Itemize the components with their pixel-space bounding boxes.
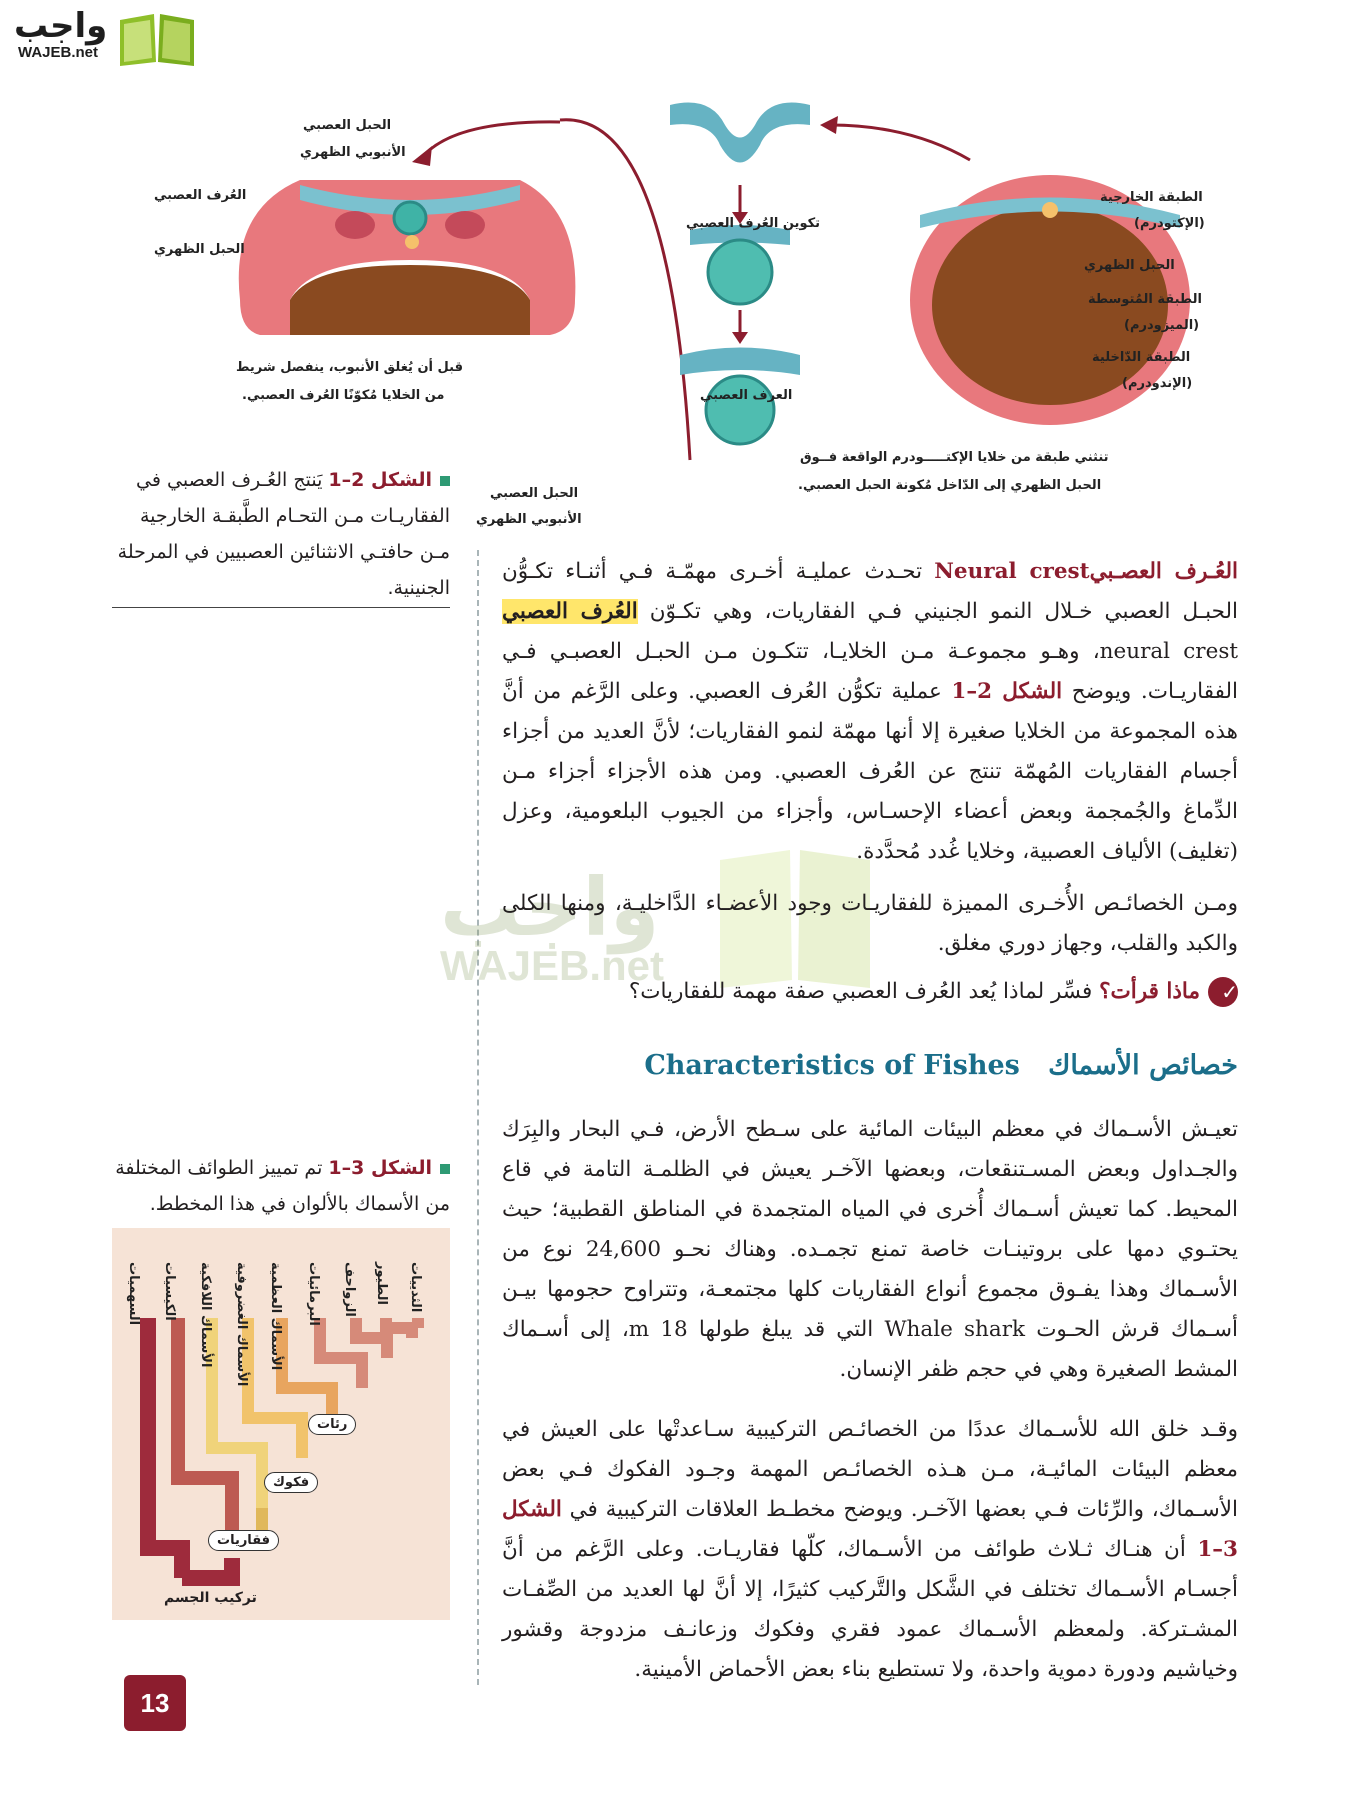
figure-3-1-caption — [112, 1150, 450, 1222]
fishes-paragraph-2 — [502, 1410, 1238, 1690]
column-divider — [477, 550, 479, 1685]
heading-ar: خصائص الأسماك — [1048, 1050, 1238, 1081]
figure-2-1-caption — [112, 462, 450, 606]
svg-text:WAJEB.net: WAJEB.net — [440, 942, 665, 989]
neural-crest-term-en: Neural crest — [934, 559, 1090, 584]
taxon-0: السهميات — [126, 1262, 141, 1326]
fig-ref-2-1[interactable]: الشكل 2–1 — [951, 679, 1063, 704]
label-dorsal-tube: الأنبوبي الظهري — [300, 145, 406, 160]
label-nerve-cord: الحبل العصبي — [303, 118, 392, 133]
neural-crest-text-b: neural crest، وهـو مجموعـة مـن الخلايـا، تتكـون مـن الحبـل العصبـي فـي الفقاريـات. ويوضح — [502, 639, 1238, 704]
label-nerve-cord-bottom: الحبل العصبي — [490, 486, 579, 501]
taxon-6: الزواحف — [342, 1262, 357, 1317]
caption-bullet-icon — [440, 476, 450, 486]
figure-2-1-caption-text: يَنتج العُـرف العصبي في الفقاريـات مـن التحـام الطَّبقـة الخارجية مـن حافتـي الانثنائين العصبيين في المرحلة الجنينية. — [117, 469, 450, 599]
label-neural-crest-left: العُرف العصبي — [154, 188, 247, 203]
node-jaws: فكوك — [264, 1472, 318, 1493]
label-forming-crest: تكوين العُرف العصبي — [686, 216, 821, 231]
node-vertebrates: فقاريات — [208, 1530, 279, 1551]
book-icon — [116, 10, 198, 68]
embryo-left-drawing — [239, 180, 576, 335]
label-mesoderm-term: (الميزودرم) — [1124, 318, 1200, 333]
cladogram — [112, 1228, 450, 1620]
taxon-3: الأسماك الغضروفية — [234, 1262, 249, 1387]
label-neural-crest-mid: العرف العصبي — [700, 388, 793, 403]
note-right-line-1: تنثني طبقة من خلايا الإكتـــــودرم الواقعة فــوق — [800, 450, 1109, 465]
other-characteristics-paragraph: ومـن الخصائـص الأُخـرى المميزة للفقاريـات وجود الأعضـاء الدَّاخليـة، ومنها الكلى والكبد والقلب، وجهاز دوري مغلق. — [502, 891, 1238, 956]
caption-bullet-icon — [440, 1164, 450, 1174]
figure-3-1-caption-text: تم تمييز الطوائف المختلفة من الأسماك بالألوان في هذا المخطط. — [115, 1157, 450, 1215]
note-left-line-1: قبل أن يُغلق الأنبوب، ينفصل شريط — [236, 360, 463, 375]
label-mesoderm: الطبقة المُتوسطة — [1088, 292, 1202, 307]
what-read-question: فسِّر لماذا يُعد العُرف العصبي صفة مهمة للفقاريات؟ — [628, 979, 1093, 1004]
note-right-line-2: الحبل الظهري إلى الدّاخل مُكونة الحبل العصبي. — [798, 478, 1102, 493]
what-did-you-read — [502, 972, 1238, 1012]
label-ectoderm-term: (الإكتودرم) — [1134, 216, 1205, 231]
figure-2-1-number: الشكل 2–1 — [328, 469, 432, 491]
caption-divider — [112, 607, 450, 608]
label-notochord-left: الحبل الظهري — [154, 242, 245, 257]
fishes-text-b: أن هنـاك ثـلاث طوائف من الأسـماك، كلّها فقاريـات. وعلى الرَّغم من أنَّ أجسـام الأسـماك تختلف في الشَّكل والتَّركيب كثيرًا، إلا أنَّ لها العديد من الصِّفـات المشـتركة. ولمعظم الأسـماك عمود فقري وفكوك وزعانـف مزدوجة وقشور وخياشيم ودورة دموية واحدة، ولا تستطيع بناء بعض الأحماض الأمينية. — [502, 1537, 1238, 1682]
logo-latin: WAJEB.net — [18, 44, 99, 61]
checkmark-icon: ✓ — [1208, 977, 1238, 1007]
taxon-4: الأسماك العظمية — [268, 1262, 283, 1371]
label-endoderm: الطبقة الدّاخلية — [1092, 350, 1191, 365]
node-body-plan: تركيب الجسم — [164, 1590, 257, 1606]
note-left-line-2: من الخلايا مُكوّنًا العُرف العصبي. — [242, 388, 445, 403]
svg-text:واجب: واجب — [440, 861, 660, 954]
neural-crest-paragraph — [502, 552, 1238, 872]
node-lungs: رئات — [308, 1414, 356, 1435]
page-number: 13 — [124, 1675, 186, 1731]
neural-crest-text-c: عملية تكوُّن العُرف العصبي. وعلى الرَّغم من أنَّ هذه المجموعة من الخلايا صغيرة إلا أنها مهمّة لنمو الفقاريات؛ لأنَّ العديد من أجزاء أجسام الفقاريات المُهمّة تنتج عن العُرف العصبي. ومن هذه الأجزاء أجزاء مـن الدِّماغ والجُمجمة وبعض أعضاء الإحسـاس، وأجزاء من الجيوب البلعومية، وعزل (تغليف) الألياف العصبية، وخلايا غُدد مُحدَّدة. — [502, 679, 1238, 864]
label-dorsal-tube-bottom: الأنبوبي الظهري — [476, 512, 582, 527]
logo-arabic: واجب — [14, 6, 108, 46]
taxon-5: البرمائيات — [306, 1262, 321, 1326]
taxon-1: الكيسيات — [162, 1262, 177, 1321]
wajeb-logo[interactable] — [10, 6, 190, 66]
taxon-7: الطيور — [374, 1262, 389, 1305]
fishes-section-heading — [502, 1050, 1238, 1081]
taxon-8: الثدييات — [408, 1262, 423, 1313]
fishes-text-a: وقـد خلق الله للأسـماك عددًا من الخصائـص التركيبية سـاعدتْها على العيش في معظم البيئات المائيـة، مـن هـذه الخصائـص المهمة وجـود الفكوك فـي بعض الأسـماك، والرِّئات فـي بعضها الآخـر. ويوضح مخطـط العلاقات التركيبية في — [502, 1417, 1238, 1522]
neural-crest-highlight: العُرف العصبي — [502, 599, 638, 624]
heading-en: Characteristics of Fishes — [644, 1050, 1020, 1081]
figure-3-1-number: الشكل 3–1 — [328, 1157, 432, 1179]
taxon-2: الأسماك اللافكية — [198, 1262, 213, 1368]
what-read-label: ماذا قرأت؟ — [1099, 979, 1200, 1004]
neural-crest-text-a: تحـدث عمليـة أخـرى مهمّـة فـي أثنـاء تكـوُّن الحبـل العصبي خـلال النمو الجنيني فـي الفقاريات، وهي تكـوّن — [502, 559, 1238, 624]
fishes-paragraph-1: تعيـش الأسـماك في معظم البيئات المائية على سـطح الأرض، فـي البحار والبِرَك والجـداول وبعض المسـتنقعات، وبعضها الآخـر يعيش في الظلمـة التامة في قاع المحيط. كما تعيش أسـماك أُخرى في المياه المتجمدة في المناطق القطبية؛ حيث يحتـوي دمها على بروتينـات خاصة تمنع تجمـده. وهناك نحـو 24,600 نوع من الأسـماك وهذا يفـوق مجموع أنواع الفقاريات كلها مجتمعـة، وتتراوح حجومها بيـن أسـماك قرش الحـوت Whale shark التي قد يبلغ طولها 18 m، إلى أسـماك المشط الصغيرة وهي في حجم ظفر الإنسان. — [502, 1117, 1238, 1382]
label-endoderm-term: (الإندودرم) — [1122, 376, 1193, 391]
neural-crest-term-ar: العُـرف العصـبي — [1089, 559, 1238, 584]
fig-ref-3-1[interactable]: الشكل 3–1 — [502, 1497, 1238, 1562]
label-notochord-right: الحبل الظهري — [1084, 258, 1175, 273]
label-ectoderm: الطبقة الخارجية — [1100, 190, 1203, 205]
